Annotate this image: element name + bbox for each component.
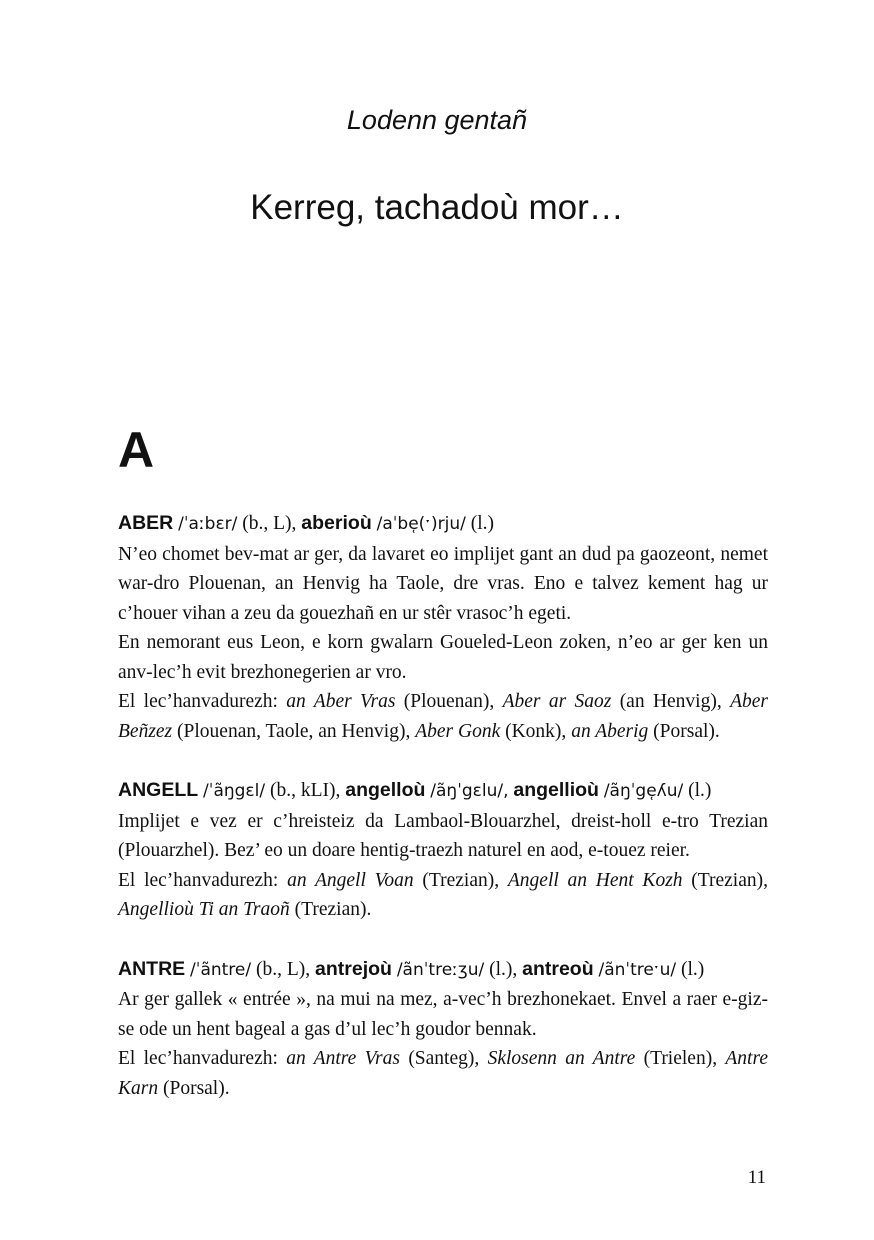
page-number: 11: [747, 1167, 766, 1188]
plural-headword: antrejoù: [315, 957, 392, 980]
entry-headline: [118, 776, 768, 807]
entry-paragraph: [118, 540, 768, 629]
plural-grammar-note: (l.): [470, 513, 495, 534]
pronunciation: /ˈãŋgɛl/: [203, 781, 266, 801]
plural-headword-alt: angellioù: [513, 779, 599, 801]
text-run: (Trezian),: [682, 869, 768, 891]
entry-paragraph: [118, 807, 768, 866]
entry-aber: [118, 509, 768, 746]
text-run: El lec’hanvadurezh:: [118, 869, 288, 891]
plural-headword-alt: antreoù: [522, 957, 594, 980]
entry-paragraph: [118, 985, 768, 1044]
entry-paragraph: [118, 628, 768, 687]
entry-angell: [118, 776, 768, 925]
place-name: Angell an Hent Kozh: [507, 869, 683, 891]
text-run: (Porsal).: [648, 720, 720, 742]
entry-placenames: [118, 866, 768, 925]
place-name: Aber Beñzez: [118, 691, 768, 742]
text-run: (Santeg),: [400, 1048, 488, 1069]
grammar-note: (b., L),: [255, 958, 311, 980]
plural-headword: aberioù: [301, 512, 372, 534]
chapter-label: Lodenn gentañ: [346, 105, 528, 135]
text-run: Ar ger gallek « entrée », na mui na mez, a-vec’h brezhonekaet. Envel a raer e-giz-se ode un hent bageal a gas d’ul lec’h goudor bennak.: [118, 989, 768, 1040]
place-name: Antre Karn: [118, 1048, 768, 1099]
text-run: En nemorant eus Leon, e korn gwalarn Goueled-Leon zoken, n’eo ar ger ken un anv-lec’h evit brezhonegerien ar vro.: [118, 632, 768, 683]
place-name: an Aber Vras: [286, 691, 396, 712]
headword: ANGELL: [118, 779, 199, 801]
place-name: an Aberig: [571, 720, 649, 742]
text-run: Implijet e vez er c’hreisteiz da Lambaol-Blouarzhel, dreist-holl e-tro Trezian (Plouarzhel). Bez’ eo un doare hentig-traezh naturel en aod, e-touez reier.: [118, 810, 768, 861]
text-run: (Trezian).: [289, 899, 372, 920]
entry-placenames: [118, 687, 768, 746]
plural-pronunciation: /ãnˈtreːʒu/: [396, 959, 485, 980]
plural-pronunciation-alt: /ãŋˈge̜ʎu/: [603, 781, 684, 801]
text-run: (Porsal).: [158, 1077, 230, 1099]
grammar-note: (b., kLI),: [269, 780, 341, 801]
text-run: (Plouenan),: [395, 691, 503, 712]
plural-pronunciation: /aˈbe̜(ˑ)rju/: [376, 514, 466, 534]
pronunciation: /ˈaːbɛr/: [178, 514, 238, 534]
entry-headline: [118, 509, 768, 540]
place-name: Angellioù Ti an Traoñ: [118, 899, 290, 920]
plural-headword: angelloù: [345, 779, 426, 801]
plural-grammar-note: (l.),: [489, 958, 518, 980]
text-run: (an Henvig),: [611, 691, 731, 712]
place-name: Sklosenn an Antre: [487, 1048, 636, 1069]
text-run: El lec’hanvadurezh:: [118, 691, 287, 712]
place-name: an Angell Voan: [287, 869, 414, 891]
headword: ABER: [118, 512, 174, 534]
text-run: El lec’hanvadurezh:: [118, 1048, 287, 1069]
place-name: Aber Gonk: [415, 720, 501, 742]
entry-headline: [118, 955, 768, 986]
dictionary-entries: [118, 509, 768, 1133]
pronunciation: /ˈãntre/: [190, 959, 252, 980]
headword: ANTRE: [118, 957, 186, 980]
chapter-title: Kerreg, tachadoù mor…: [250, 188, 624, 227]
text-run: (Konk),: [500, 720, 572, 742]
text-run: (Trezian),: [413, 869, 508, 891]
entry-antre: [118, 955, 768, 1104]
plural-grammar-note-alt: (l.): [680, 958, 705, 980]
plural-grammar-note: (l.): [688, 780, 712, 801]
grammar-note: (b., L),: [242, 513, 297, 534]
text-run: (Plouenan, Taole, an Henvig),: [172, 720, 416, 742]
place-name: an Antre Vras: [286, 1048, 400, 1069]
place-name: Aber ar Saoz: [502, 691, 612, 712]
plural-pronunciation: /ãŋˈgɛlu/,: [430, 781, 509, 801]
entry-placenames: [118, 1044, 768, 1103]
section-letter: A: [118, 422, 155, 478]
text-run: (Trielen),: [635, 1048, 726, 1069]
plural-pronunciation-alt: /ãnˈtreˑu/: [598, 959, 677, 980]
text-run: N’eo chomet bev-mat ar ger, da lavaret eo implijet gant an dud pa gaozeont, nemet war-dro Plouenan, an Henvig ha Taole, dre vras. Eno e talvez kement hag ur c’houer vihan a zeu da gouezhañ en ur stêr vrasoc’h egeti.: [118, 543, 768, 624]
